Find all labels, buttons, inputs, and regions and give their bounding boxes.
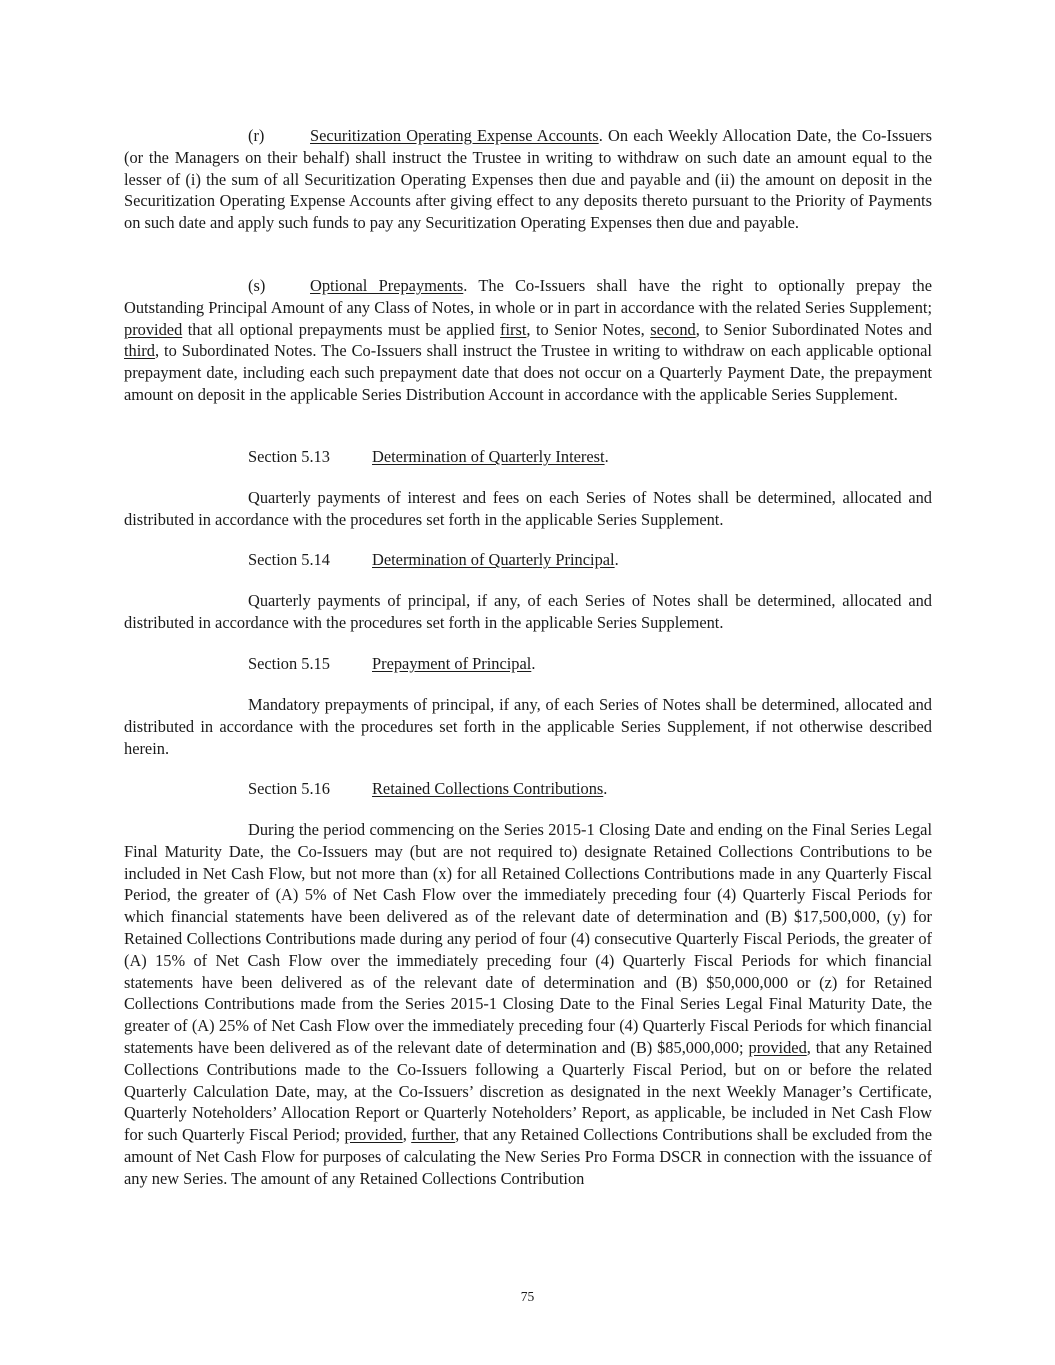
clause-label-r: (r) [248, 126, 265, 145]
paragraph-r: (r) Securitization Operating Expense Accounts. On each Weekly Allocation Date, the Co-Issuers (or the Managers on their behalf) shall instruct the Trustee in writing to withdraw on such date an amount equal to the lesser of (i) the sum of all Securitization Operating Expenses then due and payable and (ii) the amount on deposit in the Securitization Operating Expense Accounts after giving effect to any deposits thereto pursuant to the Priority of Payments on such date and apply such funds to pay any Securitization Operating Expenses then due and payable. [124, 126, 933, 233]
page-number: 75 [520, 1289, 535, 1304]
clause-label-s: (s) [248, 276, 266, 295]
section-body-5-15: Mandatory prepayments of principal, if any, of each Series of Notes shall be determined, allocated and distributed in accordance with the procedures set forth in the applicable Series Supplement, if not otherwise described herein. [124, 695, 932, 758]
section-heading-5-14: Section 5.14 Determination of Quarterly Principal. [248, 550, 619, 569]
clause-title-r: Securitization Operating Expense Accounts [310, 126, 599, 145]
section-body-5-16: During the period commencing on the Series 2015-1 Closing Date and ending on the Final Series Legal Final Maturity Date, the Co-Issuers may (but are not required to) designate Retained Collections Contributions to be included in Net Cash Flow, but not more than (x) for all Retained Collections Contributions made in any Quarterly Fiscal Period, the greater of (A) 5% of Net Cash Flow over the immediately preceding four (4) Quarterly Fiscal Periods for which financial statements have been delivered as of the relevant date of determination and (B) $17,500,000, (y) for Retained Collections Contributions made during any period of four (4) consecutive Quarterly Fiscal Periods, the greater of (A) 15% of Net Cash Flow over the immediately preceding four (4) Quarterly Fiscal Periods for which financial statements have been delivered as of the relevant date of determination and (B) $50,000,000 or (z) for Retained Collections Contributions made from the Series 2015-1 Closing Date to the Final Series Legal Final Maturity Date, the greater of (A) 25% of Net Cash Flow over the immediately preceding four (4) Quarterly Fiscal Periods for which financial statements have been delivered as of the relevant date of determination and (B) $85,000,000; provided, that any Retained Collections Contributions made to the Co-Issuers following a Quarterly Fiscal Period, but on or before the related Quarterly Calculation Date, may, at the Co-Issuers’ discretion as designated in the next Weekly Manager’s Certificate, Quarterly Noteholders’ Allocation Report or Quarterly Noteholders’ Report, as applicable, be included in Net Cash Flow for such Quarterly Fiscal Period; provided, further, that any Retained Collections Contributions shall be excluded from the amount of Net Cash Flow for purposes of calculating the New Series Pro Forma DSCR in connection with the issuance of any new Series. The amount of any Retained Collections Contribution [124, 820, 933, 1188]
section-body-5-13: Quarterly payments of interest and fees on each Series of Notes shall be determined, allocated and distributed in accordance with the procedures set forth in the applicable Series Supplement. [124, 488, 932, 529]
section-body-5-14: Quarterly payments of principal, if any, of each Series of Notes shall be determined, allocated and distributed in accordance with the procedures set forth in the applicable Series Supplement. [124, 591, 932, 632]
section-heading-5-13: Section 5.13 Determination of Quarterly Interest. [248, 447, 609, 466]
section-heading-5-16: Section 5.16 Retained Collections Contributions. [248, 779, 608, 798]
clause-title-s: Optional Prepayments [310, 276, 464, 295]
section-heading-5-15: Section 5.15 Prepayment of Principal. [248, 654, 536, 673]
clause-body-r: On each Weekly Allocation Date, the Co-Issuers (or the Managers on their behalf) shall instruct the Trustee in writing to withdraw on such date an amount equal to the lesser of (i) the sum of all Securitization Operating Expenses then due and payable and (ii) the amount on deposit in the Securitization Operating Expense Accounts after giving effect to any deposits thereto pursuant to the Priority of Payments on such date and apply such funds to pay any Securitization Operating Expenses then due and payable. [124, 126, 933, 233]
paragraph-s: (s) Optional Prepayments. The Co-Issuers shall have the right to optionally prepay the Outstanding Principal Amount of any Class of Notes, in whole or in part in accordance with the related Series Supplement; provided that all optional prepayments must be applied first, to Senior Notes, second, to Senior Subordinated Notes and third, to Subordinated Notes. The Co-Issuers shall instruct the Trustee in writing to withdraw on each applicable optional prepayment date, including each such prepayment date that does not occur on a Quarterly Payment Date, the prepayment amount on deposit in the applicable Series Distribution Account in accordance with the applicable Series Supplement. [124, 276, 932, 404]
